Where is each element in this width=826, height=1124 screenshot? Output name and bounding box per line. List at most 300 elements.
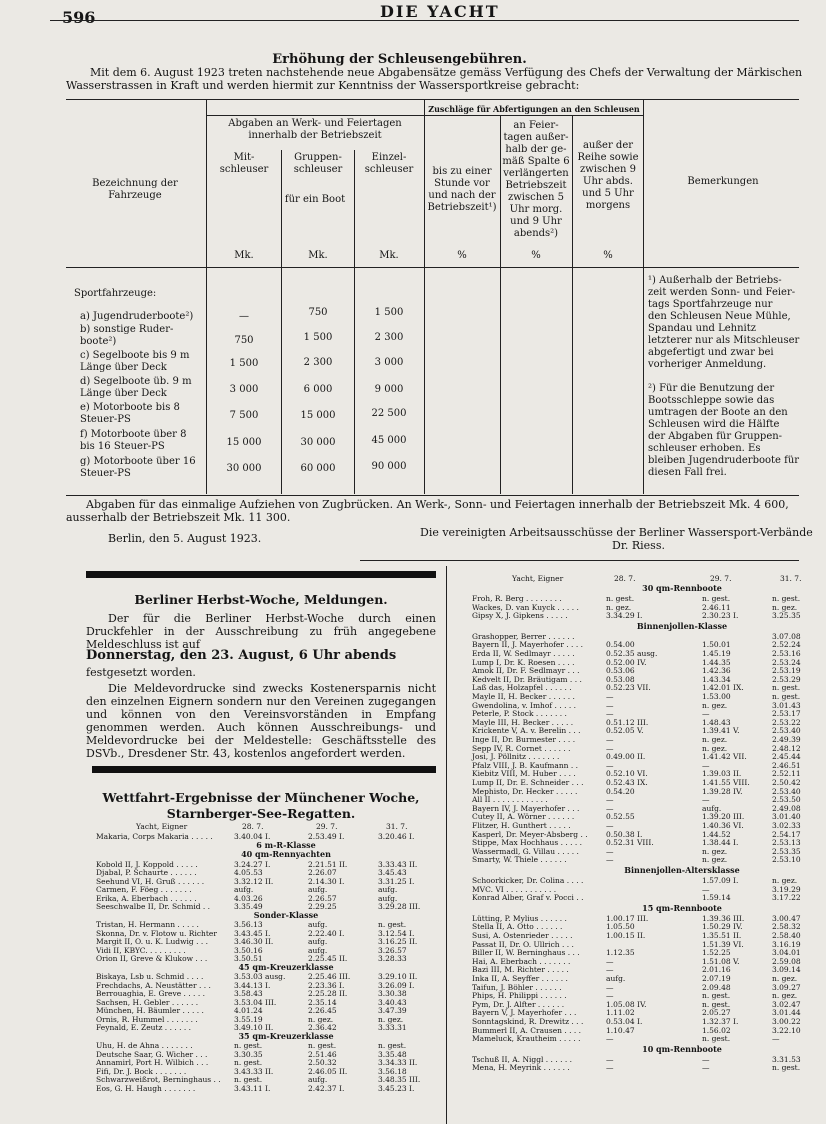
yacht-owner: Inka II, A. Seyffer . . . . . . bbox=[472, 974, 568, 983]
race-result: 3.33.43 II. bbox=[378, 859, 418, 869]
results-row bbox=[472, 893, 799, 902]
race-result: 0.49.00 II. bbox=[606, 752, 646, 762]
remark-line: ²) Für die Benutzung der bbox=[648, 383, 775, 394]
race-result: 2.49.39 bbox=[772, 735, 801, 744]
race-result: n. gez. bbox=[772, 602, 798, 612]
race-result: — bbox=[606, 855, 614, 865]
results-row bbox=[472, 1034, 799, 1043]
remark-line: ¹) Außerhalb der Betriebs- bbox=[648, 275, 782, 286]
race-result: — bbox=[606, 700, 614, 710]
race-result: 2.53.49 I. bbox=[308, 832, 345, 841]
race-result: 3.31.25 I. bbox=[378, 876, 415, 886]
race-result: — bbox=[606, 982, 614, 992]
remark-line: tags Sportfahrzeuge nur bbox=[648, 299, 773, 310]
race-result: 2.54.17 bbox=[772, 829, 801, 839]
fee-row-label: c) Segelboote bis 9 m Länge über Deck bbox=[80, 350, 190, 373]
yacht-owner: Seehund VI, H. Gruß . . . . . . bbox=[96, 876, 205, 886]
fee-gruppen: 1 500 bbox=[303, 332, 333, 343]
race-result: 3.48.35 III. bbox=[378, 1075, 421, 1084]
race-result: 1.12.35 bbox=[606, 948, 635, 958]
yacht-owner: Sepp IV, R. Cornet . . . . . . bbox=[472, 743, 571, 753]
yacht-owner: Passat II, Dr. O. Ullrich . . . bbox=[472, 939, 574, 949]
col-vessel-header: Bezeichnung der Fahrzeuge bbox=[92, 178, 178, 201]
race-result: 3.24.27 I. bbox=[234, 859, 271, 869]
race-result: 1.59.14 bbox=[702, 893, 731, 903]
race-result: 3.26.57 bbox=[378, 945, 407, 955]
race-result: 3.44.13 I. bbox=[234, 980, 271, 990]
herbst-title: Berliner Herbst-Woche, Meldungen. bbox=[134, 592, 388, 607]
race-result: — bbox=[606, 821, 614, 830]
race-result: 3.31.53 bbox=[772, 1054, 801, 1064]
yacht-owner: Kobold II, J. Koppold . . . . . bbox=[96, 859, 198, 869]
race-result: 1.53.00 bbox=[702, 692, 731, 701]
race-result: 3.35.48 bbox=[378, 1049, 407, 1059]
yacht-owner: Kasperl, Dr. Meyer-Absberg . . bbox=[472, 829, 588, 839]
race-result: 2.58.32 bbox=[772, 922, 801, 932]
race-result: aufg. bbox=[308, 945, 328, 955]
yacht-owner: Bazi III, M. Richter . . . . . bbox=[472, 965, 569, 975]
race-result: 3.22.10 bbox=[772, 1025, 801, 1035]
class-heading: 45 qm-Kreuzerklasse bbox=[238, 961, 334, 972]
race-result: n. gest. bbox=[702, 991, 731, 1001]
yacht-owner: Sonntagskind, R. Drewitz . . . bbox=[472, 1017, 584, 1026]
race-result: 1.00.17 III. bbox=[606, 913, 649, 923]
race-result: 1.48.43 bbox=[702, 717, 731, 727]
race-result: 3.56.13 bbox=[234, 920, 263, 929]
munich-title2: Starnberger-See-Regatten. bbox=[166, 806, 356, 821]
section-rule bbox=[360, 560, 799, 561]
race-result: 2.22.40 I. bbox=[308, 928, 345, 938]
signature-line2: Dr. Riess. bbox=[612, 539, 665, 552]
race-result: 1.52.25 bbox=[702, 948, 731, 958]
race-result: n. gest. bbox=[378, 920, 407, 929]
race-result: 2.53.13 bbox=[772, 838, 801, 848]
yacht-owner: Mephisto, Dr. Hecker . . . . . bbox=[472, 786, 578, 796]
race-result: 3.32.12 II. bbox=[234, 876, 274, 886]
yacht-owner: Bummerl II, A. Crausen . . . . bbox=[472, 1025, 582, 1035]
col-group-lock: Gruppen-schleuser bbox=[293, 152, 343, 175]
yacht-owner: Wassermadl, G. Villau . . . . . bbox=[472, 846, 579, 856]
remark-line: zeit werden Sonn- und Feier- bbox=[648, 287, 796, 298]
race-result: n. gest. bbox=[772, 1063, 801, 1073]
fee-mit: — bbox=[239, 311, 249, 322]
per-boat-label: für ein Boot bbox=[284, 194, 346, 205]
herbst-paragraph1-end: festgesetzt worden. bbox=[86, 666, 196, 679]
race-result: 1.41.42 VII. bbox=[702, 752, 747, 762]
race-result: 3.02.33 bbox=[772, 821, 801, 830]
race-result: 3.34.29 I. bbox=[606, 611, 643, 621]
results-header-row bbox=[472, 574, 802, 584]
table-divider bbox=[424, 99, 425, 494]
yacht-owner: Tschuß II, A. Niggl . . . . . . bbox=[472, 1054, 573, 1064]
fee-mit: 15 000 bbox=[226, 437, 262, 448]
race-result: — bbox=[702, 1063, 710, 1073]
race-result: 3.29.10 II. bbox=[378, 972, 418, 981]
race-result: 3.00.47 bbox=[772, 913, 801, 923]
race-result: n. gez. bbox=[702, 846, 728, 856]
race-result: n. gest. bbox=[234, 1058, 263, 1067]
yacht-owner: Uhu, H. de Ahna . . . . . . . bbox=[96, 1041, 193, 1050]
race-result: 3.50.51 bbox=[234, 954, 263, 963]
herbst-date: Donnerstag, den 23. August, 6 Uhr abends bbox=[86, 648, 397, 663]
race-result: 0.54.00 bbox=[606, 640, 635, 650]
results-col-date: 31. 7. bbox=[780, 574, 802, 583]
race-result: 2.51.46 bbox=[308, 1049, 337, 1059]
yacht-owner: Mayle III, H. Becker . . . . . bbox=[472, 717, 574, 727]
results-row bbox=[472, 855, 799, 864]
race-result: 1.40.36 VI. bbox=[702, 821, 744, 830]
race-result: 2.52.24 bbox=[772, 640, 801, 650]
journal-title: DIE YACHT bbox=[380, 2, 500, 21]
yacht-owner: Biskaya, Lsb u. Schmid . . . . bbox=[96, 972, 204, 981]
race-result: 3.19.29 bbox=[772, 884, 801, 894]
race-result: 1.45.19 bbox=[702, 649, 731, 658]
race-result: 3.43.45 I. bbox=[234, 928, 271, 938]
yacht-owner: Krickente V, A. v. Berelin . . . bbox=[472, 726, 581, 736]
remarks bbox=[648, 275, 798, 479]
remark-line: den Schleusen Neue Mühle, bbox=[648, 311, 791, 322]
remark-line bbox=[648, 371, 798, 383]
race-result: 2.52.11 bbox=[772, 769, 801, 779]
results-col-name: Yacht, Eigner bbox=[512, 574, 564, 583]
race-result: — bbox=[702, 709, 710, 719]
race-result: 3.46.30 II. bbox=[234, 937, 274, 946]
race-result: 1.38.44 I. bbox=[702, 838, 739, 848]
fee-row-label: b) sonstige Ruder-boote²) bbox=[80, 324, 174, 347]
race-result: 3.00.22 bbox=[772, 1017, 801, 1026]
fee-einzel: 22 500 bbox=[371, 408, 407, 419]
race-result: 3.35.49 bbox=[234, 902, 263, 911]
yacht-owner: Susi, A. Ostenrieder . . . . . bbox=[472, 931, 573, 940]
race-result: 3.01.40 bbox=[772, 812, 801, 822]
race-result: 1.42.01 IX. bbox=[702, 683, 744, 693]
race-result: 0.52.23 VII. bbox=[606, 683, 651, 693]
yacht-owner: Erika, A. Eberbach . . . . . . bbox=[96, 893, 197, 903]
race-result: 1.39.03 II. bbox=[702, 769, 742, 779]
yacht-owner: Carmen, F. Föeg . . . . . . . bbox=[96, 885, 192, 894]
class-heading: Binnenjollen-Klasse bbox=[636, 620, 728, 631]
fee-row-label: a) Jugendruderboote²) bbox=[80, 311, 194, 322]
fee-gruppen: 750 bbox=[308, 307, 328, 318]
yacht-owner: Erda II, W. Sedlmayr . . . . . bbox=[472, 649, 575, 658]
yacht-owner: Lütting, P. Mylius . . . . . . bbox=[472, 913, 567, 923]
race-result: 1.44.52 bbox=[702, 829, 731, 839]
fees-footer-line2: ausserhalb der Betriebszeit Mk. 11 300. bbox=[66, 511, 291, 524]
yacht-owner: Grashopper, Berrer . . . . . . bbox=[472, 631, 575, 641]
race-result: n. gest. bbox=[702, 1034, 731, 1044]
race-result: 1.42.36 bbox=[702, 666, 731, 676]
race-result: 3.33.31 bbox=[378, 1023, 407, 1032]
race-result: 2.53.40 bbox=[772, 726, 801, 736]
yacht-owner: Inge II, Dr. Burmester . . . . bbox=[472, 735, 576, 744]
yacht-owner: Peterle, P. Stock . . . . . . . bbox=[472, 709, 567, 719]
fee-gruppen: 60 000 bbox=[300, 463, 336, 474]
class-heading: 6 m-R-Klasse bbox=[256, 839, 316, 850]
race-result: aufg. bbox=[308, 1075, 328, 1084]
fee-row-label: f) Motorboote über 8 bis 16 Steuer-PS bbox=[80, 429, 187, 452]
race-result: 1.44.35 bbox=[702, 657, 731, 667]
yacht-owner: Bayern V, J. Mayerhofer . . . bbox=[472, 1008, 577, 1018]
fee-gruppen: 15 000 bbox=[300, 410, 336, 421]
yacht-owner: Phips, H. Philippi . . . . . . bbox=[472, 991, 567, 1001]
race-result: 3.02.47 bbox=[772, 999, 801, 1009]
fee-gruppen: 6 000 bbox=[303, 384, 333, 395]
race-result: 3.29.28 III. bbox=[378, 902, 421, 911]
fee-einzel: 1 500 bbox=[374, 307, 404, 318]
yacht-owner: Hai, A. Eberbach . . . . . . . bbox=[472, 956, 571, 966]
table-divider bbox=[206, 115, 643, 116]
race-result: n. gez. bbox=[702, 743, 728, 753]
col-outside: außer der Reihe sowie zwischen 9 Uhr abds. und 5 Uhr morgens bbox=[577, 140, 639, 211]
race-result: 3.17.22 bbox=[772, 893, 801, 903]
race-result: 1.10.47 bbox=[606, 1025, 635, 1035]
race-result: 2.07.19 bbox=[702, 974, 731, 983]
race-result: — bbox=[606, 735, 614, 744]
race-result: 1.11.02 bbox=[606, 1008, 635, 1018]
race-result: 0.52.10 VI. bbox=[606, 769, 648, 779]
race-result: — bbox=[606, 692, 614, 701]
results-col-name: Yacht, Eigner bbox=[136, 822, 188, 831]
yacht-owner: Schwarzweißrot, Berninghaus . . bbox=[96, 1075, 221, 1084]
race-result: 4.05.53 bbox=[234, 868, 263, 877]
race-result: 3.12.54 I. bbox=[378, 928, 415, 938]
results-row bbox=[472, 1063, 799, 1072]
remark-line: der Abgaben für Gruppen- bbox=[648, 431, 783, 442]
race-result: 0.53.04 I. bbox=[606, 1017, 643, 1026]
yacht-owner: Skonna, Dr. v. Flotow u. Richter bbox=[96, 928, 217, 938]
table-divider bbox=[206, 99, 207, 494]
class-heading: 15 qm-Rennboote bbox=[642, 902, 722, 913]
race-result: 2.53.24 bbox=[772, 657, 801, 667]
results-row bbox=[96, 1084, 436, 1093]
yacht-owner: Cutey II, A. Wörner . . . . . . bbox=[472, 812, 575, 822]
munich-title1: Wettfahrt-Ergebnisse der Münchener Woche, bbox=[102, 790, 420, 805]
race-result: — bbox=[606, 1054, 614, 1064]
yacht-owner: Pym, Dr. J. Alfter . . . . . . bbox=[472, 999, 565, 1009]
yacht-owner: Frechdachs, A. Neustätter . . . bbox=[96, 980, 211, 990]
fees-title: Erhöhung der Schleusengebühren. bbox=[272, 52, 527, 67]
race-result: 0.50.38 I. bbox=[606, 829, 643, 839]
race-result: 2.14.30 I. bbox=[308, 876, 345, 886]
fee-einzel: 2 300 bbox=[374, 332, 404, 343]
unit-percent: % bbox=[531, 250, 541, 261]
remark-line: Spandau und Lehnitz bbox=[648, 323, 757, 334]
yacht-owner: Mayle II, H. Becker . . . . . . bbox=[472, 692, 575, 701]
race-result: n. gest. bbox=[772, 683, 801, 693]
yacht-owner: Lump II, Dr. E. Schneider . . . bbox=[472, 778, 584, 787]
race-result: 1.50.01 bbox=[702, 640, 731, 650]
yacht-owner: Pfalz VIII, J. B. Kaufmann . . bbox=[472, 760, 579, 770]
yacht-owner: Makaria, Corps Makaria . . . . . bbox=[96, 832, 213, 841]
results-col-date: 31. 7. bbox=[386, 822, 408, 831]
race-result: n. gest. bbox=[234, 1041, 263, 1050]
race-result: aufg. bbox=[378, 893, 398, 903]
race-result: 2.09.48 bbox=[702, 982, 731, 992]
race-result: 3.07.08 bbox=[772, 631, 801, 641]
race-result: 3.40.43 bbox=[378, 997, 407, 1007]
page-number: 596 bbox=[62, 8, 96, 27]
yacht-owner: Stippe, Max Hochhaus . . . . . bbox=[472, 838, 583, 848]
race-result: 3.53.03 ausg. bbox=[234, 972, 286, 981]
yacht-owner: Orion II, Greve & Klukow . . . bbox=[96, 954, 208, 963]
yacht-owner: Gwendolina, v. Imhof . . . . . bbox=[472, 700, 577, 710]
yacht-owner: Lump I, Dr. K. Roesen . . . . bbox=[472, 657, 575, 667]
race-result: 2.53.35 bbox=[772, 846, 801, 856]
results-row bbox=[472, 611, 799, 620]
fees-intro-line2: Wasserstrassen in Kraft und werden hiermit zur Kenntniss der Wassersportkreise gebracht: bbox=[66, 79, 580, 92]
race-result: n. gez. bbox=[772, 876, 798, 885]
section-bar bbox=[92, 766, 436, 773]
yacht-owner: Amok II, Dr. F. Sedlmayr . . . bbox=[472, 666, 580, 676]
remark-line: vorheriger Anmeldung. bbox=[648, 359, 767, 370]
fee-mit: 1 500 bbox=[229, 358, 259, 369]
results-col-date: 29. 7. bbox=[710, 574, 732, 583]
yacht-owner: Vidi II, KBYC. . . . . . . . . bbox=[96, 945, 186, 955]
race-result: — bbox=[606, 991, 614, 1001]
race-result: 2.46.11 bbox=[702, 602, 731, 612]
race-result: 3.28.33 bbox=[378, 954, 407, 963]
race-result: 4.01.24 bbox=[234, 1006, 263, 1015]
table-divider bbox=[66, 267, 799, 268]
fee-einzel: 45 000 bbox=[371, 435, 407, 446]
yacht-owner: Djabal, P. Schaurte . . . . . . bbox=[96, 868, 197, 877]
race-result: 2.50.42 bbox=[772, 778, 801, 787]
race-result: — bbox=[606, 965, 614, 975]
race-result: 2.53.19 bbox=[772, 666, 801, 676]
yacht-owner: Fifi, Dr. J. Bock . . . . . . . bbox=[96, 1066, 187, 1076]
race-result: 3.20.46 I. bbox=[378, 832, 415, 841]
signature-line1: Die vereinigten Arbeitsausschüsse der Berliner Wassersport-Verbände bbox=[420, 526, 813, 539]
race-result: 2.59.08 bbox=[772, 956, 801, 966]
remark-line: diesen Fall frei. bbox=[648, 467, 727, 478]
race-result: 1.39.41 V. bbox=[702, 726, 740, 736]
yacht-owner: Biller II, W. Berninghaus . . . bbox=[472, 948, 580, 958]
yacht-owner: Mena, H. Meyrink . . . . . . bbox=[472, 1063, 570, 1073]
fee-row-label: e) Motorboote bis 8 Steuer-PS bbox=[80, 402, 180, 425]
yacht-owner: MVC. VI . . . . . . . . . . . bbox=[472, 884, 557, 894]
col-holiday: an Feier-tagen außer-halb der ge-mäß Spalte 6 verlängerten Betriebszeit zwischen 5 Uhr morg. und 9 Uhr abends²) bbox=[502, 120, 570, 239]
column-divider bbox=[446, 566, 447, 1124]
remark-line: Bootsschleppe sowie das bbox=[648, 395, 775, 406]
race-result: 1.39.28 IV. bbox=[702, 786, 743, 796]
race-result: 3.30.38 bbox=[378, 989, 407, 998]
race-result: 3.45.23 I. bbox=[378, 1083, 415, 1093]
fee-row-label: g) Motorboote über 16 Steuer-PS bbox=[80, 456, 196, 479]
race-result: n. gez. bbox=[606, 602, 632, 612]
yacht-owner: Gipsy X, J. Gipkens . . . . . bbox=[472, 611, 568, 621]
race-result: 2.53.17 bbox=[772, 709, 801, 719]
results-header-row bbox=[96, 822, 436, 832]
race-result: 2.36.42 bbox=[308, 1023, 337, 1032]
fee-gruppen: 30 000 bbox=[300, 437, 336, 448]
yacht-owner: Mameluck, Krautheim . . . . . bbox=[472, 1034, 581, 1044]
yacht-owner: Josi, J. Pöllnitz . . . . . . . bbox=[472, 752, 560, 762]
race-result: — bbox=[772, 1034, 780, 1044]
fee-einzel: 3 000 bbox=[374, 357, 404, 368]
race-result: — bbox=[702, 1054, 710, 1064]
unit-percent: % bbox=[603, 250, 613, 261]
race-result: — bbox=[702, 884, 710, 894]
race-result: 3.47.39 bbox=[378, 1006, 407, 1015]
race-result: 2.25.28 II. bbox=[308, 989, 348, 998]
race-result: 3.25.35 bbox=[772, 611, 801, 621]
table-divider bbox=[572, 115, 573, 494]
yacht-owner: Taifun, J. Böhler . . . . . . bbox=[472, 982, 562, 992]
remark-line: letzterer nur als Mitschleuser bbox=[648, 335, 800, 346]
class-heading: 35 qm-Kreuzerklasse bbox=[238, 1030, 334, 1041]
race-result: — bbox=[702, 795, 710, 805]
remark-line: bleiben Jugendruderboote für bbox=[648, 455, 800, 466]
race-result: 3.16.19 bbox=[772, 939, 801, 949]
fees-intro-line1: Mit dem 6. August 1923 treten nachstehende neue Abgabensätze gemäss Verfügung des Chefs der Verwaltung der Märkischen bbox=[90, 66, 803, 79]
race-result: 3.01.43 bbox=[772, 700, 801, 710]
col-single-lock: Mit-schleuser bbox=[219, 152, 269, 175]
race-result: 2.01.16 bbox=[702, 965, 731, 975]
race-result: n. gest. bbox=[308, 1041, 337, 1050]
race-result: — bbox=[606, 743, 614, 753]
yacht-owner: Stella II, A. Otto . . . . . . bbox=[472, 922, 563, 932]
race-result: 2.46.05 II. bbox=[308, 1066, 348, 1076]
race-result: n. gez. bbox=[702, 735, 728, 744]
remark-line: abgefertigt und zwar bei bbox=[648, 347, 774, 358]
yacht-owner: Froh, R. Berg . . . . . . . . bbox=[472, 594, 562, 603]
race-result: 0.52.55 bbox=[606, 812, 635, 822]
race-result: 1.51.08 V. bbox=[702, 956, 740, 966]
yacht-owner: Sachsen, H. Gebler . . . . . . bbox=[96, 997, 199, 1007]
race-result: 2.53.10 bbox=[772, 855, 801, 865]
race-result: 2.35.14 bbox=[308, 997, 337, 1007]
race-result: n. gest. bbox=[772, 594, 801, 603]
race-result: 2.48.12 bbox=[772, 743, 801, 753]
race-result: 1.05.08 IV. bbox=[606, 999, 647, 1009]
fee-mit: 30 000 bbox=[226, 463, 262, 474]
race-result: 0.52.43 IX. bbox=[606, 778, 648, 787]
yacht-owner: Kedvelt II, Dr. Bräutigam . . . bbox=[472, 674, 582, 684]
yacht-owner: Feynald, E. Zeutz . . . . . . bbox=[96, 1023, 192, 1032]
fee-gruppen: 2 300 bbox=[303, 357, 333, 368]
race-result: n. gez. bbox=[378, 1014, 404, 1024]
yacht-owner: Flitzer, H. Gunthert . . . . . bbox=[472, 821, 571, 830]
yacht-owner: Margit II, O. u. K. Ludwig . . . bbox=[96, 937, 209, 946]
race-result: 2.26.57 bbox=[308, 893, 337, 903]
yacht-owner: All II . . . . . . . . . . . . bbox=[472, 795, 548, 805]
race-result: aufg. bbox=[308, 885, 328, 894]
race-result: 3.30.35 bbox=[234, 1049, 263, 1059]
race-result: 2.30.23 I. bbox=[702, 611, 739, 621]
race-result: — bbox=[606, 1063, 614, 1073]
unit-mk: Mk. bbox=[308, 250, 328, 261]
race-result: n. gest. bbox=[772, 692, 801, 701]
race-result: — bbox=[606, 1034, 614, 1044]
race-result: — bbox=[606, 846, 614, 856]
race-result: — bbox=[606, 956, 614, 966]
race-result: 3.45.43 bbox=[378, 868, 407, 877]
race-result: 2.58.40 bbox=[772, 931, 801, 940]
class-heading: 30 qm-Rennboote bbox=[642, 583, 722, 593]
yacht-owner: Seeschwalbe II, Dr. Schmid . . bbox=[96, 902, 211, 911]
race-result: 3.26.09 I. bbox=[378, 980, 415, 990]
race-result: 3.56.18 bbox=[378, 1066, 407, 1076]
race-result: 2.23.36 I. bbox=[308, 980, 345, 990]
class-heading: 10 qm-Rennboote bbox=[642, 1043, 722, 1054]
race-result: 0.52.05 V. bbox=[606, 726, 644, 736]
race-result: 3.34.33 II. bbox=[378, 1058, 418, 1067]
race-result: 3.43.11 I. bbox=[234, 1083, 271, 1093]
remark-line: schleuser erhoben. Es bbox=[648, 443, 761, 454]
race-result: 3.55.19 bbox=[234, 1014, 263, 1024]
race-result: n. gez. bbox=[702, 855, 728, 865]
race-result: 2.26.07 bbox=[308, 868, 337, 877]
